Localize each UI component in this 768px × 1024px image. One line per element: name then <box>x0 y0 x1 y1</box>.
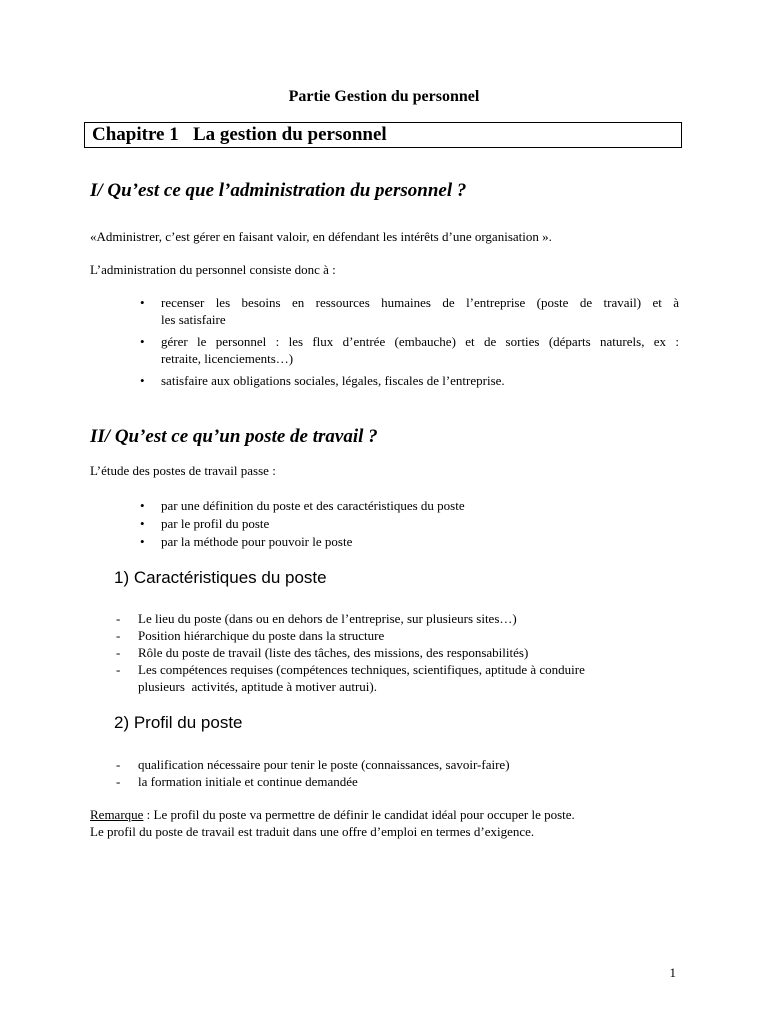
page-title: Partie Gestion du personnel <box>288 88 480 105</box>
chapter-title: Chapitre 1 La gestion du personnel <box>92 124 387 145</box>
section-1-intro: L’administration du personnel consiste donc à : <box>90 262 336 277</box>
page-number: 1 <box>669 965 676 980</box>
list-item-text: par le profil du poste <box>161 516 270 531</box>
list-item-text: la formation initiale et continue demandée <box>138 774 358 789</box>
list-item-text: par une définition du poste et des caractéristiques du poste <box>161 498 465 513</box>
remark-line-2: Le profil du poste de travail est traduit dans une offre d’emploi en termes d’exigence. <box>90 824 535 839</box>
list-item-text: Position hiérarchique du poste dans la structure <box>138 628 385 643</box>
section-1-quote: «Administrer, c’est gérer en faisant valoir, en défendant les intérêts d’une organisation ». <box>90 229 552 244</box>
list-item-text: les satisfaire <box>161 312 226 327</box>
list-item-text: Les compétences requises (compétences techniques, scientifiques, aptitude à conduire <box>138 662 585 677</box>
subsection-2-heading: 2) Profil du poste <box>114 713 243 732</box>
bullet-icon: • <box>140 498 145 513</box>
bullet-icon: • <box>140 534 145 549</box>
subsection-1-heading: 1) Caractéristiques du poste <box>114 568 327 587</box>
list-item-text: retraite, licenciements…) <box>161 351 294 366</box>
list-item-text: Rôle du poste de travail (liste des tâches, des missions, des responsabilités) <box>138 645 529 660</box>
list-item-text: recenser les besoins en ressources humaines de l’entreprise (poste de travail) et à <box>161 295 679 310</box>
dash-icon: - <box>116 774 121 789</box>
remark-text: : Le profil du poste va permettre de définir le candidat idéal pour occuper le poste. <box>143 807 575 822</box>
dash-icon: - <box>116 757 121 772</box>
section-2-heading: II/ Qu’est ce qu’un poste de travail ? <box>90 426 378 447</box>
bullet-icon: • <box>140 334 145 349</box>
dash-icon: - <box>116 645 121 660</box>
section-1-heading: I/ Qu’est ce que l’administration du personnel ? <box>90 180 467 201</box>
remark-label: Remarque <box>90 807 144 822</box>
bullet-icon: • <box>140 373 145 388</box>
bullet-icon: • <box>140 295 145 310</box>
list-item-text: satisfaire aux obligations sociales, légales, fiscales de l’entreprise. <box>161 373 505 388</box>
list-item-text: par la méthode pour pouvoir le poste <box>161 534 353 549</box>
remark <box>90 807 575 823</box>
list-item-text: gérer le personnel : les flux d’entrée (embauche) et de sorties (départs naturels, ex : <box>161 334 679 349</box>
dash-icon: - <box>116 662 121 677</box>
section-2-intro: L’étude des postes de travail passe : <box>90 463 276 478</box>
list-item-text: plusieurs activités, aptitude à motiver autrui). <box>138 679 377 694</box>
list-item-text: qualification nécessaire pour tenir le poste (connaissances, savoir-faire) <box>138 757 510 772</box>
dash-icon: - <box>116 628 121 643</box>
list-item-text: Le lieu du poste (dans ou en dehors de l’entreprise, sur plusieurs sites…) <box>138 611 517 626</box>
bullet-icon: • <box>140 516 145 531</box>
dash-icon: - <box>116 611 121 626</box>
